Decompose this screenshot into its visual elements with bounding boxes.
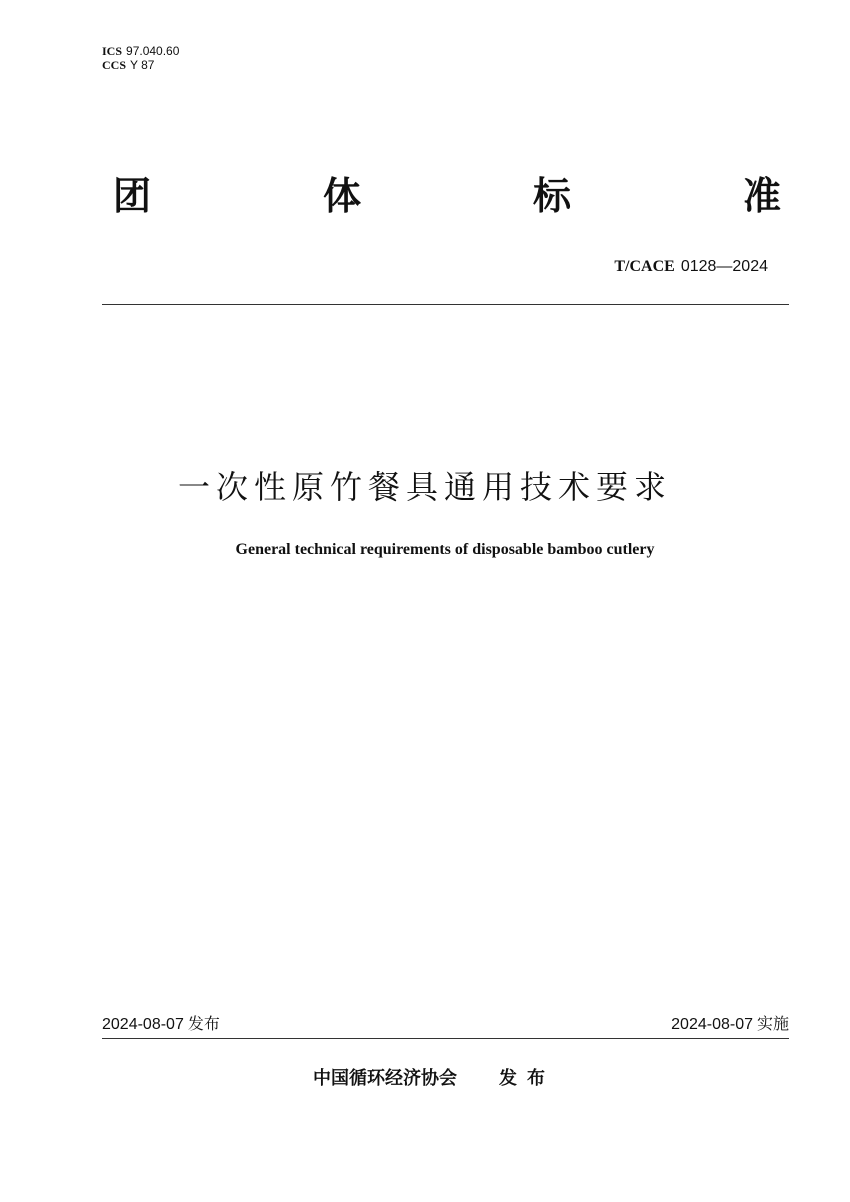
doc-type-char: 标 [532, 174, 571, 218]
release-label: 发布 [187, 1014, 220, 1033]
document-title-english: General technical requirements of disposable bamboo cutlery [235, 541, 655, 558]
standard-prefix: T/CACE [614, 258, 675, 275]
publisher-name: 中国循环经济协会 [313, 1068, 457, 1089]
ics-label: ICS [102, 44, 123, 58]
ccs-label: CCS [102, 58, 127, 72]
doc-type-char: 准 [742, 174, 781, 218]
document-type-heading [113, 172, 781, 220]
implementation-date-line [671, 1013, 789, 1036]
publisher-label: 发布 [499, 1068, 555, 1089]
top-divider [102, 304, 789, 305]
release-date: 2024-08-07 [102, 1016, 184, 1033]
standard-number [614, 256, 768, 277]
publisher-line [313, 1066, 555, 1092]
document-title-chinese: 一次性原竹餐具通用技术要求 [177, 468, 672, 506]
ics-code [102, 44, 179, 58]
doc-type-char: 体 [322, 174, 361, 218]
bottom-divider [102, 1038, 789, 1039]
release-date-line [102, 1013, 220, 1036]
ics-value: 97.040.60 [126, 44, 180, 58]
implementation-date: 2024-08-07 [671, 1016, 753, 1033]
doc-type-char: 团 [113, 174, 152, 218]
ccs-value: Y 87 [130, 58, 155, 72]
ccs-code [102, 58, 154, 72]
implementation-label: 实施 [756, 1014, 789, 1033]
standard-code: 0128—2024 [680, 258, 768, 275]
